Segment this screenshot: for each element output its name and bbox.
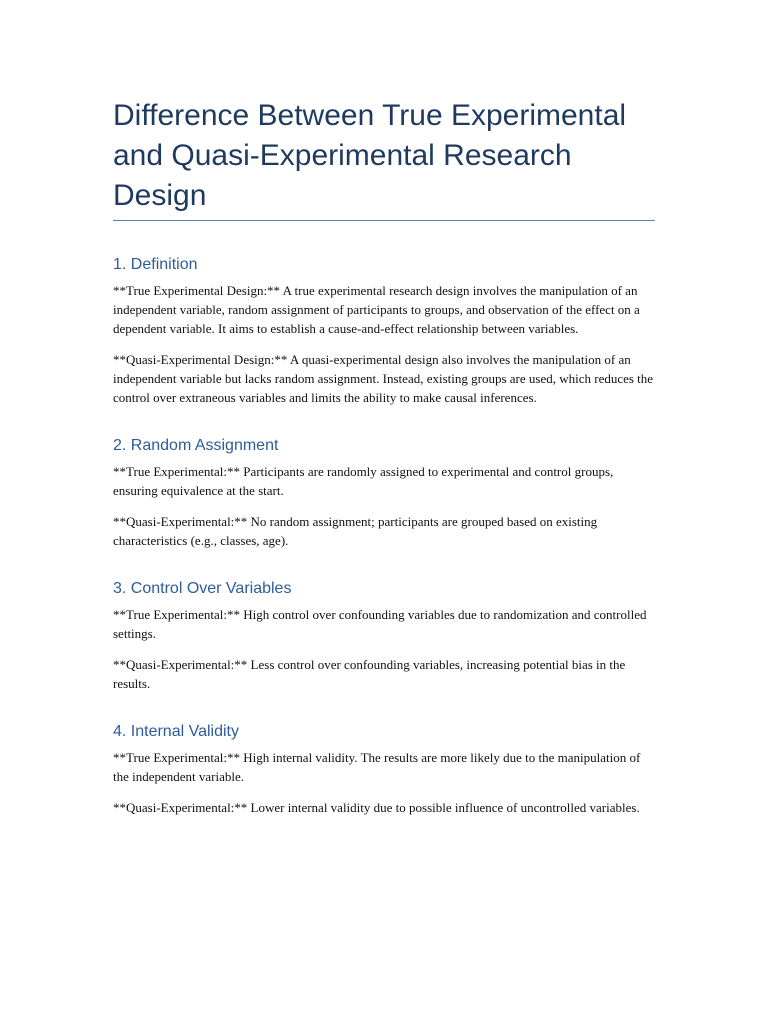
title-divider [113,220,655,221]
document-title: Difference Between True Experimental and Quasi-Experimental Research Design [113,99,627,212]
paragraph: **Quasi-Experimental:** No random assignment; participants are grouped based on existing characteristics (e.g., classes, age). [113,514,598,548]
section-definition [113,255,655,407]
section-heading: 4. Internal Validity [113,723,239,740]
paragraph: **Quasi-Experimental:** Less control over confounding variables, increasing potential bias in the results. [113,657,626,691]
section-control-over-variables [113,579,655,693]
paragraph: **True Experimental:** High control over confounding variables due to randomization and controlled settings. [113,607,647,641]
paragraph: **Quasi-Experimental:** Lower internal validity due to possible influence of uncontrolled variables. [113,800,640,815]
document-page [113,96,655,817]
paragraph: **True Experimental Design:** A true experimental research design involves the manipulation of an independent variable, random assignment of participants to groups, and observation of the effect on a dependent variable. It aims to establish a cause-and-effect relationship between variables. [113,283,640,336]
section-heading: 1. Definition [113,256,198,273]
paragraph: **True Experimental:** Participants are randomly assigned to experimental and control groups, ensuring equivalence at the start. [113,464,614,498]
section-internal-validity [113,722,655,817]
section-heading: 2. Random Assignment [113,437,279,454]
section-random-assignment [113,436,655,550]
paragraph: **True Experimental:** High internal validity. The results are more likely due to the manipulation of the independent variable. [113,750,641,784]
section-heading: 3. Control Over Variables [113,580,292,597]
paragraph: **Quasi-Experimental Design:** A quasi-experimental design also involves the manipulation of an independent variable but lacks random assignment. Instead, existing groups are used, which reduces the control over extraneous variables and limits the ability to make causal inferences. [113,352,654,405]
